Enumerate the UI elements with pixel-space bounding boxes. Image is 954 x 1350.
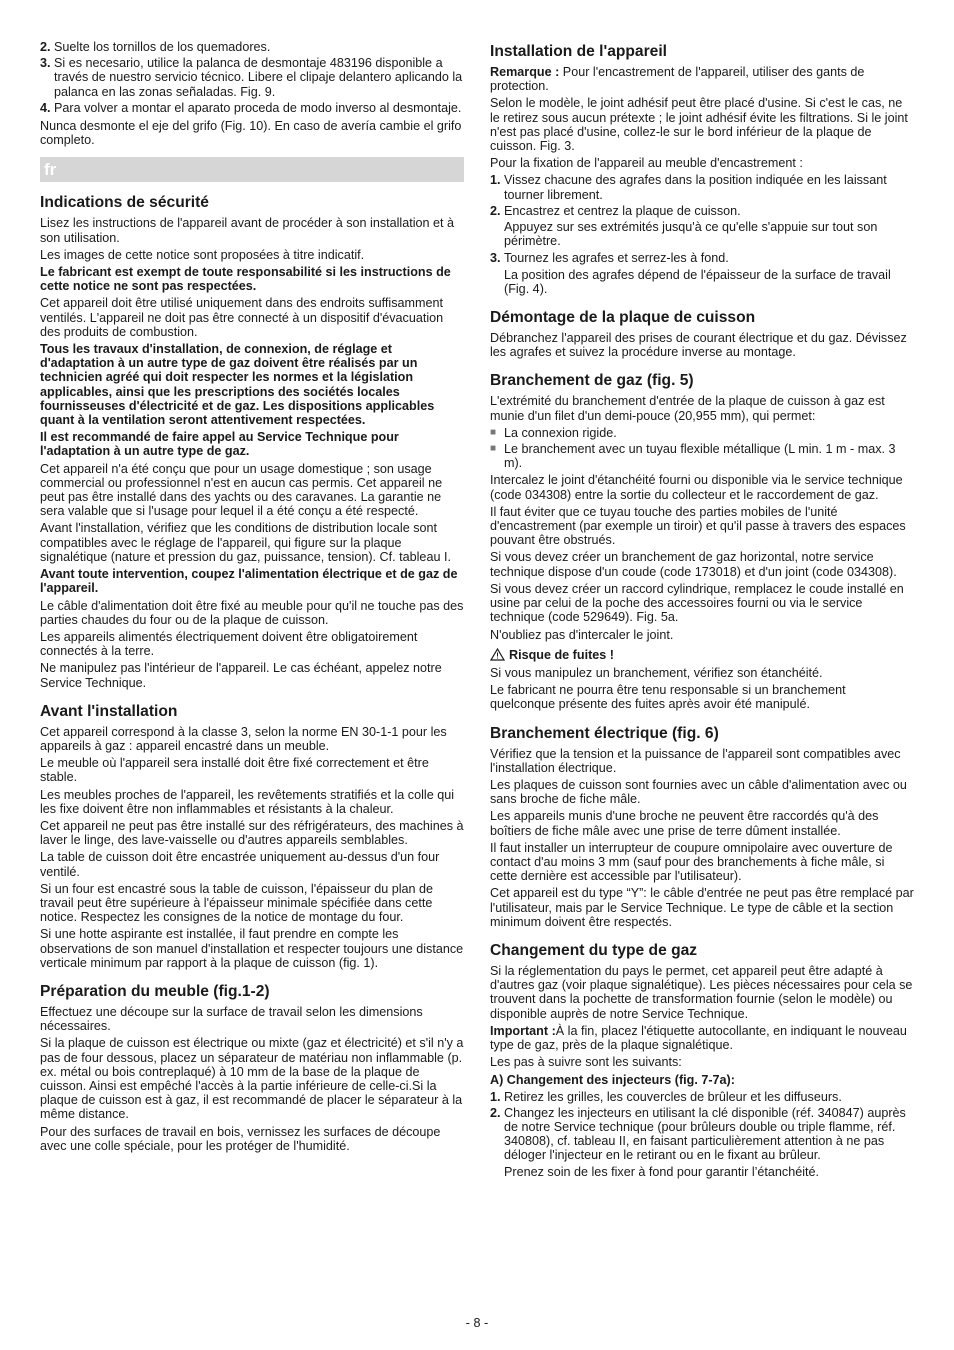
paragraph: Si une hotte aspirante est installée, il faut prendre en compte les observations de son manuel d'installation et respecter toujours une distance verticale minimum par rapport à la plaque de cuisson (fig. 1). <box>40 927 464 970</box>
paragraph: Le câble d'alimentation doit être fixé au meuble pour qu'il ne touche pas des parties chaudes du four ou de la plaque de cuisson. <box>40 598 464 627</box>
paragraph: Les pas à suivre sont les suivants: <box>490 1055 682 1070</box>
paragraph: Les plaques de cuisson sont fournies avec un câble d'alimentation avec ou sans broche de fiche mâle. <box>490 777 907 807</box>
paragraph-bold: Il est recommandé de faire appel au Service Technique pour l'adaptation à un autre type de gaz. <box>40 430 399 459</box>
paragraph: Débranchez l'appareil des prises de courant électrique et du gaz. Dévissez les agrafes et suivez la procédure inverse au montage. <box>490 331 907 360</box>
preparation-heading: Préparation du meuble (fig.1-2) <box>40 982 270 1000</box>
paragraph: Si un four est encastré sous la table de cuisson, l'épaisseur du plan de travail peut être supérieure à l'épaisseur minimale spécifiée dans cette notice. Respectez les consignes de la notice de montage du four. <box>40 881 434 925</box>
injecteurs-subheading: A) Changement des injecteurs (fig. 7-7a): <box>490 1073 735 1088</box>
important-text: À la fin, placez l'étiquette autocollante, en indiquant le nouveau type de gaz, près de la plaque signalétique. <box>490 1023 907 1052</box>
paragraph: Les meubles proches de l'appareil, les revêtements stratifiés et la colle qui les fixe doivent être non inflammables et résistants à la chaleur. <box>40 787 455 816</box>
language-code: fr <box>44 160 57 180</box>
paragraph: La table de cuisson doit être encastrée uniquement au-dessus d'un four ventilé. <box>40 850 440 879</box>
paragraph: N'oubliez pas d'intercaler le joint. <box>490 627 674 642</box>
injecteur-step: 2. Changez les injecteurs en utilisant la clé disponible (réf. 340847) auprès de notre Service technique (pour brûleurs double ou triple flamme, réf. 340808), cf. tableau II, en faisant particulièrement attention à ne pas déloger l'injecteur en le retirant ou en le fixant au brûleur. <box>490 1105 906 1163</box>
install-step: 3. Tournez les agrafes et serrez-les à fond. <box>490 251 729 266</box>
install-step-detail: La position des agrafes dépend de l'épaisseur de la surface de travail (Fig. 4). <box>504 267 891 296</box>
install-step: 2. Encastrez et centrez la plaque de cuisson. <box>490 203 741 218</box>
right-column <box>490 40 914 1182</box>
paragraph: Cet appareil est du type “Y”: le câble d'entrée ne peut pas être remplacé par l'utilisateur, mais par le Service Technique. Le type de câble et la section minimum doivent être respectés. <box>490 886 914 929</box>
paragraph: Lisez les instructions de l'appareil avant de procéder à son installation et à son utilisation. <box>40 216 455 245</box>
securite-heading: Indications de sécurité <box>40 194 209 212</box>
remarque-text: Pour l'encastrement de l'appareil, utiliser des gants de protection. <box>490 65 865 94</box>
paragraph: Cet appareil doit être utilisé uniquement dans des endroits suffisamment ventilés. L'appareil ne doit pas être connecté à un dispositif d'évacuation des produits de combustion. <box>40 296 444 339</box>
paragraph-bold: Tous les travaux d'installation, de connexion, de réglage et d'adaptation à un autre type de gaz doivent être réalisés par un technicien agréé qui doit respecter les normes et la législation applicables, ainsi que les prescriptions des sociétés locales fournisseuses d'électricité et de gaz. Les dispositions applicables quant à la ventilation seront attentivement respectées. <box>40 342 435 428</box>
language-bar <box>40 157 464 182</box>
type-gaz-heading: Changement du type de gaz <box>490 941 698 959</box>
paragraph: Si vous devez créer un branchement de gaz horizontal, notre service technique dispose d'un coude (code 173018) et d'un joint (code 034308). <box>490 550 897 579</box>
paragraph: Les appareils alimentés électriquement doivent être obligatoirement connectés à la terre. <box>40 629 418 659</box>
paragraph: Si la réglementation du pays le permet, cet appareil peut être adapté à d'autres gaz (voir plaque signalétique). Les pièces nécessaires pour cela se trouvent dans la pochette de transformation fournie (selon le modèle) ou disponible auprès de notre Service Technique. <box>490 963 913 1021</box>
install-step: 1. Vissez chacune des agrafes dans la position indiquée en les laissant tourner librement. <box>490 173 887 202</box>
install-step-detail: Appuyez sur ses extrémités jusqu'à ce qu'elle s'appuie sur tout son périmètre. <box>504 220 878 249</box>
paragraph: Effectuez une découpe sur la surface de travail selon les dimensions nécessaires. <box>40 1004 423 1034</box>
paragraph: Pour la fixation de l'appareil au meuble d'encastrement : <box>490 156 803 171</box>
paragraph-bold: Le fabricant est exempt de toute responsabilité si les instructions de cette notice ne sont pas respectées. <box>40 265 451 294</box>
es-note: Nunca desmonte el eje del grifo (Fig. 10). En caso de avería cambie el grifo completo. <box>40 119 462 148</box>
injecteur-step-detail: Prenez soin de les fixer à fond pour garantir l’étanchéité. <box>504 1164 820 1179</box>
injecteur-step: 1. Retirez les grilles, les couvercles de brûleur et les diffuseurs. <box>490 1089 842 1104</box>
list-item: ■ Le branchement avec un tuyau flexible métallique (L min. 1 m - max. 3 m). <box>490 442 896 471</box>
paragraph: Intercalez le joint d'étanchéité fourni ou disponible via le service technique (code 034308) entre la sortie du collecteur et le raccordement de gaz. <box>490 473 903 502</box>
paragraph: Si la plaque de cuisson est électrique ou mixte (gaz et électricité) et s'il n'y a pas de four dessous, placez un séparateur de matériau non inflammable (p. ex. métal ou bois contreplaqué) à 10 mm de la base de la plaque de cuisson. Ainsi est empêché l'accès à la partie inférieure de celle-ci.Si la plaque de cuisson est à gaz, il est recommandé de placer le séparateur à la même distance. <box>40 1036 464 1122</box>
installation-heading: Installation de l'appareil <box>490 43 668 60</box>
risque-label: Risque de fuites ! <box>509 647 614 662</box>
paragraph: Les images de cette notice sont proposées à titre indicatif. <box>40 247 365 262</box>
es-step: 3. Si es necesario, utilice la palanca de desmontaje 483196 disponible a través de nuestro servicio técnico. Libere el clipaje delantero aplicando la palanca en las zonas señaladas. Fig. 9. <box>40 56 463 99</box>
bullet-square-icon: ■ <box>490 426 497 438</box>
es-step: 4. Para volver a montar el aparato proceda de modo inverso al desmontaje. <box>40 100 462 115</box>
paragraph: Les appareils munis d'une broche ne peuvent être raccordés qu'à des boîtiers de fiche mâle avec une prise de terre dûment installée. <box>490 809 879 838</box>
paragraph: Il faut éviter que ce tuyau touche des parties mobiles de l'unité d'encastrement (par exemple un tiroir) et qu'il passe à travers des espaces pouvant être obstrués. <box>490 504 906 548</box>
important-label: Important : <box>490 1023 556 1038</box>
electrique-heading: Branchement électrique (fig. 6) <box>490 724 719 742</box>
paragraph: L'extrémité du branchement d'entrée de la plaque de cuisson à gaz est munie d'un filet d'un demi-pouce (20,955 mm), qui permet: <box>490 394 885 423</box>
risque-warning <box>490 648 914 662</box>
paragraph: Vérifiez que la tension et la puissance de l'appareil sont compatibles avec l'installation électrique. <box>490 746 901 775</box>
paragraph: Le fabricant ne pourra être tenu responsable si un branchement quelconque présente des fuites après avoir été manipulé. <box>490 683 846 712</box>
page-number: - 8 - <box>465 1316 489 1330</box>
es-step: 2. Suelte los tornillos de los quemadores. <box>40 40 271 54</box>
paragraph: Avant l'installation, vérifiez que les conditions de distribution locale sont compatibles avec le réglage de l'appareil, qui figure sur la plaque signalétique (nature et pression du gaz, puissance, tension). Cf. tableau I. <box>40 521 451 564</box>
paragraph: Cet appareil correspond à la classe 3, selon la norme EN 30-1-1 pour les appareils à gaz : appareil encastré dans un meuble. <box>40 724 447 753</box>
left-column <box>40 40 464 1156</box>
paragraph: Selon le modèle, le joint adhésif peut être placé d'usine. Si c'est le cas, ne le retirez sous aucun prétexte ; le joint adhésif évite les filtrations. Si le joint n'est pas placé d'usine, collez-le sur le bord inférieur de la plaque de cuisson. Fig. 3. <box>490 96 908 154</box>
paragraph: Cet appareil ne peut pas être installé sur des réfrigérateurs, des machines à laver le linge, des lave-vaisselle ou d'autres appareils semblables. <box>40 818 464 848</box>
remarque-paragraph <box>490 65 914 93</box>
important-paragraph <box>490 1024 914 1052</box>
es-steps <box>40 40 464 115</box>
avant-heading: Avant l'installation <box>40 702 178 720</box>
paragraph: Si vous manipulez un branchement, vérifiez son étanchéité. <box>490 665 823 680</box>
paragraph: Cet appareil n'a été conçu que pour un usage domestique ; son usage commercial ou professionnel n'est en aucun cas permis. Cet appareil ne peut pas être installé dans des yachts ou des caravanes. La garantie ne sera valable que si l'usage pour lequel il a été conçu a été respecté. <box>40 461 443 519</box>
warning-triangle-icon <box>490 648 505 661</box>
paragraph: Pour des surfaces de travail en bois, vernissez les surfaces de découpe avec une colle spéciale, pour les protéger de l'humidité. <box>40 1124 441 1153</box>
demontage-heading: Démontage de la plaque de cuisson <box>490 309 756 327</box>
paragraph: Si vous devez créer un raccord cylindrique, remplacez le coude installé en usine par celui de la poche des accessoires fourni ou via le service technique (code 529649). Fig. 5a. <box>490 581 904 625</box>
paragraph-bold: Avant toute intervention, coupez l'alimentation électrique et de gaz de l'appareil. <box>40 567 458 596</box>
remarque-label: Remarque : <box>490 65 560 79</box>
list-item: ■ La connexion rigide. <box>490 425 617 440</box>
paragraph: Il faut installer un interrupteur de coupure omnipolaire avec ouverture de contact d'au moins 3 mm (sauf pour des branchements à fiche mâle, si cette dernière est accessible par l'utilisateur). <box>490 840 893 884</box>
bullet-square-icon: ■ <box>490 443 497 455</box>
paragraph: Ne manipulez pas l'intérieur de l'appareil. Le cas échéant, appelez notre Service Technique. <box>40 661 442 690</box>
gaz-heading: Branchement de gaz (fig. 5) <box>490 372 694 390</box>
paragraph: Le meuble où l'appareil sera installé doit être fixé correctement et être stable. <box>40 756 429 785</box>
